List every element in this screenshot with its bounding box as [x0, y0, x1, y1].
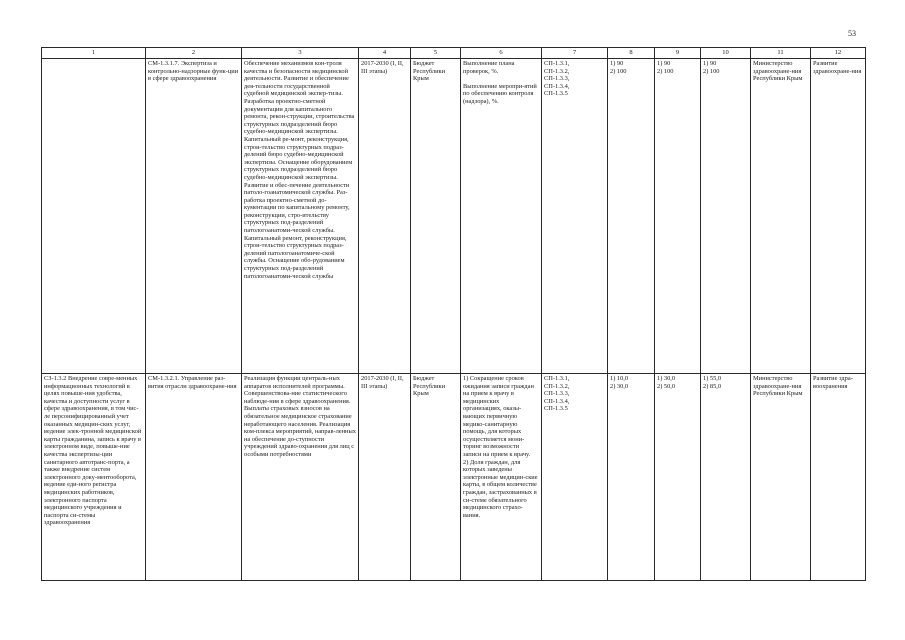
header-cell: 5 [411, 48, 461, 59]
program-table [41, 47, 866, 581]
table-row [42, 374, 866, 581]
header-cell: 3 [242, 48, 359, 59]
funding-cell: Бюджет Республики Крым [411, 59, 461, 374]
target-value-cell: 1) 30,0 2) 50,0 [655, 374, 701, 581]
program-codes-cell: СП-1.3.1, СП-1.3.2, СП-1.3.3, СП-1.3.4, СП-1.3.5 [542, 374, 608, 581]
executor-cell: Министерство здравоохране-ния Республики Крым [751, 59, 811, 374]
target-value-cell: 1) 90 2) 100 [701, 59, 751, 374]
program-codes-cell: СП-1.3.1, СП-1.3.2, СП-1.3.3, СП-1.3.4, СП-1.3.5 [542, 59, 608, 374]
target-value-cell: 1) 90 2) 100 [655, 59, 701, 374]
header-cell: 8 [608, 48, 655, 59]
funding-cell: Бюджет Республики Крым [411, 374, 461, 581]
executor-cell: Министерство здравоохране-ния Республики Крым [751, 374, 811, 581]
indicator-cell: Выполнение плана проверок, %. Выполнение меропри-ятий по обеспечению контроля (надзора), %. [461, 59, 542, 374]
header-cell: 6 [461, 48, 542, 59]
table-row [42, 59, 866, 374]
header-cell: 7 [542, 48, 608, 59]
header-cell: 2 [146, 48, 242, 59]
header-cell: 1 [42, 48, 146, 59]
header-row [42, 48, 866, 59]
indicator-cell: 1) Сокращение сроков ожидания записи граждан на прием к врачу в медицинских организациях, оказы-вающих первичную медико-санитарную помощь, для которых осуществляется мони-торинг возможности записи на прием к врачу. 2) Доля граждан, для которых заведены электронные медицин-ские карты, в общем количестве граждан, застрахованных в си-стеме обязательного медицинского страхо-вания. [461, 374, 542, 581]
program-cell: Развитие здра-воохранения [811, 374, 866, 581]
program-cell: Развитие здравоохране-ния [811, 59, 866, 374]
header-cell: 4 [359, 48, 411, 59]
target-value-cell: 1) 55,0 2) 85,0 [701, 374, 751, 581]
header-cell: 12 [811, 48, 866, 59]
page-number: 53 [848, 29, 856, 38]
description-cell: Обеспечение механизмов кон-троля качества и безопасности медицинской деятельности. Развитие и обеспечение дея-тельности государственной судебной медицинской экспер-тизы. Разработка проектно-сметной документации для капитального ремонта, рекон-струкции, строительства структурных подразделений бюро судебно-медицинской экспертизы. Капитальный ре-монт, реконструкция, строи-тельство структурных подраз-делений бюро судебно-медицинской экспертизы. Оснащение оборудованием структурных подразделений бюро судебно-медицинской экспертизы. Развитие и обес-печение деятельности патоло-гоанатомической службы. Раз-работка проектно-сметной до-кументации по капитальному ремонту, реконструкции, стро-ительству структурных под-разделений патологоанатоми-ческой службы. Капитальный ремонт, реконструкция, строи-тельство структурных подраз-делений патологоанатомиче-ской службы. Оснащение обо-рудованием структурных под-разделений патологоанатоми-ческой службы [242, 59, 359, 374]
task-cell: СЗ-1.3.2 Внедрение совре-менных информационных технологий в целях повыше-ния удобства, качества и доступности услуг в сфере здравоохранения, в том чис-ле персонифицированный учет оказанных медицин-ских услуг, ведение элек-тронной медицинской карты гражданина, запись к врачу в электронном виде, повыше-ние качества экспертизы-ции санитарного автотранс-порта, а также внедрение систем электронного доку-ментооборота, ведение еди-ного регистра медицинских работников, электронного паспорта медицинского учреждения и паспорта си-стемы здравоохранения [42, 374, 146, 581]
period-cell: 2017-2030 (I, II, III этапы) [359, 59, 411, 374]
period-cell: 2017-2030 (I, II, III этапы) [359, 374, 411, 581]
description-cell: Реализация функции централь-ных аппаратов исполнителей программы. Совершенствова-ние статистического наблюде-ния в сфере здравоохранения. Выплаты страховых взносов на обязательное медицинское страхование неработающего населения. Реализация ком-плекса мероприятий, направ-ленных на обеспечение до-ступности учреждений здраво-охранения для лиц с особыми потребностями [242, 374, 359, 581]
header-cell: 9 [655, 48, 701, 59]
target-value-cell: 1) 90 2) 100 [608, 59, 655, 374]
measure-cell: СМ-1.3.1.7. Экспертиза и контрольно-надзорные функ-ции в сфере здравоохранения [146, 59, 242, 374]
task-cell [42, 59, 146, 374]
header-cell: 11 [751, 48, 811, 59]
measure-cell: СМ-1.3.2.1. Управление раз-вития отрасли здравоохране-ния [146, 374, 242, 581]
header-cell: 10 [701, 48, 751, 59]
target-value-cell: 1) 10,0 2) 30,0 [608, 374, 655, 581]
